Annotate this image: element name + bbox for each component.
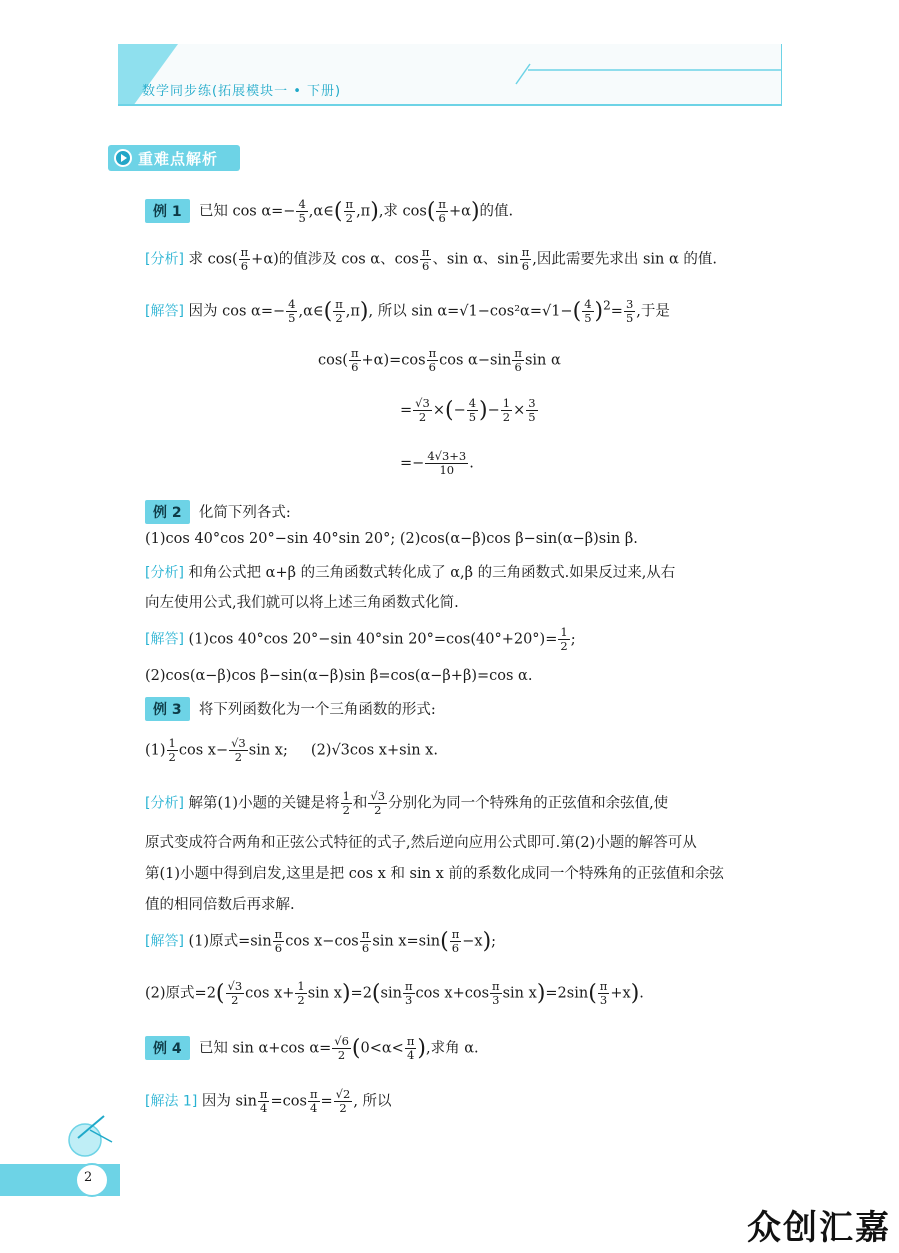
ex2-solution-2: (2)cos(α−β)cos β−sin(α−β)sin β=cos(α−β+β)=cos α. [145, 668, 533, 684]
play-arrow-icon [114, 149, 132, 167]
ex2-tag: 例 2 [145, 500, 190, 524]
ex3-analysis-4: 值的相同倍数后再求解. [145, 897, 295, 913]
text: , 所以 sin α=√1−cos²α=√1− [368, 303, 573, 320]
ex3-solution-2: (2)原式=2( $\frac{√3}{2}$ cos x+ $\frac{1}{2}$ sin x)=2(sin $\frac{\pi}{3}$ cos x+cos $\frac{\pi}{3}$ sin x)=2sin( $\frac{\pi}{3}$ +x). [145, 979, 644, 1007]
ex1-step1: cos( $\frac{\pi}{6}$ +α)=cos $\frac{\pi}{6}$ cos α−sin $\frac{\pi}{6}$ sin α [318, 346, 561, 374]
text: ,α∈ [308, 203, 334, 220]
text: = [610, 303, 623, 320]
ex4-tag: 例 4 [145, 1036, 190, 1060]
text: (1)cos 40°cos 20°−sin 40°sin 20°=cos(40°+20°)= [188, 631, 558, 648]
ex2-question [145, 500, 291, 524]
text: +α)的值涉及 cos α、cos [251, 251, 419, 268]
ex1-step3: =− $\frac{4√3+3}{10}$ . [400, 449, 474, 477]
ex1-step2: = $\frac{√3}{2}$ ×(− $\frac{4}{5}$ )− $\frac{1}{2}$ × $\frac{3}{5}$ [400, 396, 536, 424]
ex2-analysis-1 [145, 561, 675, 582]
text: ,求 cos [378, 203, 427, 220]
ex1-solution: [解答] 因为 cos α=− $\frac{4}{5}$ ,α∈( $\frac{\pi}{2}$ ,π), 所以 sin α=√1−cos²α=√1−( $\frac{4}{5}$ )$^2$= $\frac{3}{5}$ ,于是 [145, 297, 670, 325]
text: 、sin α、sin [432, 251, 519, 268]
page-tab [0, 1160, 130, 1200]
text: 将下列函数化为一个三角函数的形式: [198, 702, 436, 718]
ex1-question: 例 1 已知 cos α=− $\frac{4}{5}$ ,α∈( $\frac{\pi}{2}$ ,π),求 cos( $\frac{\pi}{6}$ +α)的值. [145, 198, 513, 225]
section-label: 重难点解析 [138, 150, 219, 168]
text: 化简下列各式: [198, 505, 291, 521]
text: ,因此需要先求出 sin α 的值. [532, 251, 718, 268]
ex1-analysis: [分析] 求 cos( $\frac{\pi}{6}$ +α)的值涉及 cos α、cos $\frac{\pi}{6}$ 、sin α、sin $\frac{\pi}{6}$ ,因此需要先求出 sin α 的值. [145, 245, 718, 273]
ex3-analysis-2: 原式变成符合两角和正弦公式特征的式子,然后逆向应用公式即可.第(2)小题的解答可从 [145, 835, 697, 851]
ex2-analysis-2: 向左使用公式,我们就可以将上述三角函数式化简. [145, 595, 459, 611]
section-heading [108, 145, 240, 171]
ex1-tag: 例 1 [145, 199, 190, 223]
text: ,α∈ [298, 303, 324, 320]
analysis-tag: [分析] [145, 565, 184, 581]
analysis-tag: [分析] [145, 251, 184, 268]
ex3-items: (1) $\frac{1}{2}$ cos x− $\frac{√3}{2}$ sin x; (2)√3cos x+sin x. [145, 736, 438, 764]
ex2-items: (1)cos 40°cos 20°−sin 40°sin 20°; (2)cos(α−β)cos β−sin(α−β)sin β. [145, 531, 638, 547]
ex2-solution-1: [解答] (1)cos 40°cos 20°−sin 40°sin 20°=cos(40°+20°)= $\frac{1}{2}$ ; [145, 625, 576, 653]
watermark: 众创汇嘉 [747, 1208, 891, 1248]
fraction: $\frac{\pi}{6}$ [438, 197, 446, 225]
ex3-analysis-1: [分析] 解第(1)小题的关键是将 $\frac{1}{2}$ 和 $\frac{√3}{2}$ 分别化为同一个特殊角的正弦值和余弦值,使 [145, 789, 669, 817]
text: 因为 cos α=− [188, 303, 286, 320]
ex3-question [145, 697, 436, 721]
solution-tag: [解答] [145, 933, 184, 950]
fraction: $\frac{4}{5}$ [298, 197, 306, 225]
ex4-method1: [解法 1] 因为 sin $\frac{\pi}{4}$ =cos $\frac{\pi}{4}$ = $\frac{√2}{2}$ , 所以 [145, 1087, 392, 1115]
text: ,π [356, 203, 371, 220]
text: ,于是 [636, 303, 670, 320]
solution-tag: [解答] [145, 303, 184, 320]
text: 求 cos( [188, 251, 238, 268]
page-number: 2 [84, 1170, 93, 1185]
solution-tag: [解答] [145, 631, 184, 648]
fraction: $\frac{\pi}{2}$ [345, 197, 354, 225]
ex3-tag: 例 3 [145, 697, 190, 721]
text: 和角公式把 α+β 的三角函数式转化成了 α,β 的三角函数式.如果反过来,从右 [188, 565, 676, 581]
analysis-tag: [分析] [145, 795, 184, 812]
text: ,π [345, 303, 360, 320]
ex4-question: 例 4 已知 sin α+cos α= $\frac{√6}{2}$ (0<α< $\frac{\pi}{4}$ ),求角 α. [145, 1035, 479, 1062]
header-title: 数学同步练(拓展模块一 • 下册) [142, 84, 342, 99]
text: +α [448, 203, 471, 220]
compass-icon [60, 1110, 120, 1160]
method-tag: [解法 1] [145, 1093, 198, 1110]
text: 已知 cos α=− [198, 203, 296, 220]
text: 的值. [479, 203, 514, 220]
ex3-solution-1: [解答] (1)原式=sin $\frac{\pi}{6}$ cos x−cos $\frac{\pi}{6}$ sin x=sin( $\frac{\pi}{6}$ −x); [145, 927, 497, 955]
ex3-analysis-3: 第(1)小题中得到启发,这里是把 cos x 和 sin x 前的系数化成同一个特殊角的正弦值和余弦 [145, 866, 724, 882]
